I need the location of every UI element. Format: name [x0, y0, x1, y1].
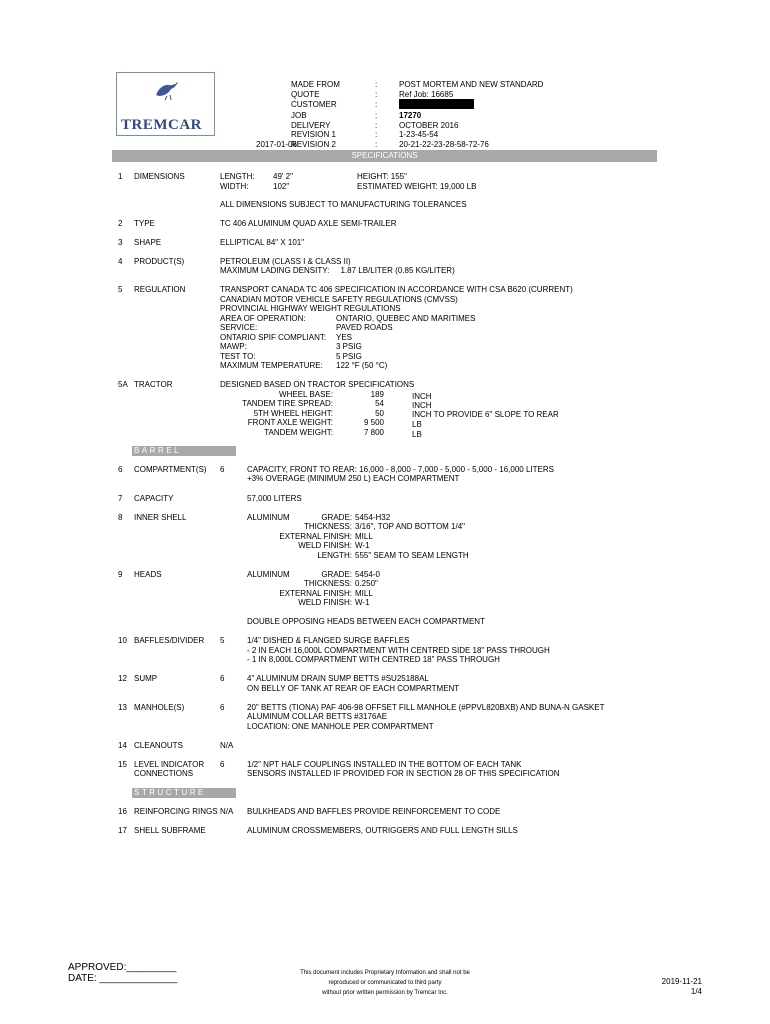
type-value: TC 406 ALUMINUM QUAD AXLE SEMI-TRAILER [220, 219, 397, 228]
proprietary-notice [270, 968, 500, 998]
header-value-delivery: OCTOBER 2016 [399, 121, 459, 130]
baffles-count: 5 [220, 636, 225, 645]
heads-key: GRADE: [321, 570, 352, 579]
products-line: PETROLEUM (CLASS I & CLASS II) [220, 257, 351, 266]
header-colon: : [375, 90, 378, 99]
item-title-reinforcing-rings: REINFORCING RINGS [134, 807, 218, 816]
tractor-value: 7 800 [363, 428, 384, 437]
header-value-made-from: POST MORTEM AND NEW STANDARD [399, 80, 544, 89]
sump-line: ON BELLY OF TANK AT REAR OF EACH COMPARTMENT [247, 684, 460, 693]
header-colon: : [375, 130, 378, 139]
regulation-key: SERVICE: [220, 323, 258, 332]
level-line: 1/2" NPT HALF COUPLINGS INSTALLED IN THE BOTTOM OF EACH TANK [247, 760, 522, 769]
estimated-weight: ESTIMATED WEIGHT: 19,000 LB [357, 182, 477, 191]
regulation-key: AREA OF OPERATION: [220, 314, 306, 323]
header-colon: : [375, 80, 378, 89]
regulation-line: PROVINCIAL HIGHWAY WEIGHT REGULATIONS [220, 304, 401, 313]
manholes-line: ALUMINUM COLLAR BETTS #3176AE [247, 712, 388, 721]
tractor-value: 54 [375, 399, 384, 408]
manholes-line: 20" BETTS (TIONA) PAF 406-98 OFFSET FILL MANHOLE (#PPVL820BXB) AND BUNA-N GASKET [247, 703, 605, 712]
header-label-revision2: REVISION 2 [291, 140, 336, 149]
header-value-job: 17270 [399, 111, 422, 120]
manholes-line: LOCATION: ONE MANHOLE PER COMPARTMENT [247, 722, 434, 731]
regulation-key: MAXIMUM TEMPERATURE: [220, 361, 323, 370]
tractor-unit: INCH TO PROVIDE 6" SLOPE TO REAR [412, 410, 559, 419]
item-title-capacity: CAPACITY [134, 494, 174, 503]
tractor-value: 9 500 [363, 418, 384, 427]
header-label-job: JOB [291, 111, 307, 120]
page-number: 1/4 [690, 987, 702, 996]
regulation-key: ONTARIO SPIF COMPLIANT: [220, 333, 327, 342]
heads-value: MILL [355, 589, 373, 598]
tractor-key: TANDEM WEIGHT: [264, 428, 333, 437]
item-title-dimensions: DIMENSIONS [134, 172, 185, 181]
item-number: 12 [118, 674, 127, 683]
reinforcing-count: N/A [220, 807, 234, 816]
inner-shell-key: EXTERNAL FINISH: [279, 532, 352, 541]
item-number: 4 [118, 257, 123, 266]
compartment-line: +3% OVERAGE (MINIMUM 250 L) EACH COMPARTMENT [247, 474, 460, 483]
tractor-key: 5TH WHEEL HEIGHT: [253, 409, 333, 418]
heads-value: 5454-0 [355, 570, 380, 579]
regulation-key: MAWP: [220, 342, 247, 351]
notice-line: This document includes Proprietary Information and shall not be [300, 970, 470, 976]
customer-redaction [399, 99, 474, 109]
tractor-unit: LB [412, 420, 422, 429]
heads-value: W-1 [355, 598, 370, 607]
sump-count: 6 [220, 674, 225, 683]
baffles-line: 1/4" DISHED & FLANGED SURGE BAFFLES [247, 636, 410, 645]
item-title-inner-shell: INNER SHELL [134, 513, 187, 522]
heads-material: ALUMINUM [247, 570, 290, 579]
tractor-key: TANDEM TIRE SPREAD: [242, 399, 333, 408]
header-label-made-from: MADE FROM [291, 80, 340, 89]
item-title-shell-subframe: SHELL SUBFRAME [134, 826, 206, 835]
item-title-baffles: BAFFLES/DIVIDER [134, 636, 205, 645]
inner-shell-value: MILL [355, 532, 373, 541]
item-number: 9 [118, 570, 123, 579]
notice-line: without prior written permission by Tremcar Inc. [322, 990, 448, 996]
height-value: HEIGHT: 155" [357, 172, 407, 181]
width-value: 102" [273, 182, 290, 191]
item-number: 6 [118, 465, 123, 474]
tolerance-note: ALL DIMENSIONS SUBJECT TO MANUFACTURING TOLERANCES [220, 200, 467, 209]
item-title-connections: CONNECTIONS [134, 769, 194, 778]
tractor-unit: LB [412, 430, 422, 439]
item-number: 8 [118, 513, 123, 522]
item-title-products: PRODUCT(S) [134, 257, 185, 266]
heads-key: WELD FINISH: [298, 598, 352, 607]
tremcar-logo [116, 72, 215, 136]
item-number: 5 [118, 285, 123, 294]
regulation-value: 122 °F (50 °C) [336, 361, 388, 370]
header-colon: : [375, 121, 378, 130]
heads-key: THICKNESS: [303, 579, 352, 588]
header-label-quote: QUOTE [291, 90, 320, 99]
item-title-cleanouts: CLEANOUTS [134, 741, 183, 750]
regulation-value: 5 PSIG [336, 352, 362, 361]
tractor-unit: INCH [412, 401, 432, 410]
header-colon: : [375, 140, 378, 149]
heads-key: EXTERNAL FINISH: [279, 589, 352, 598]
tractor-value: 50 [375, 409, 384, 418]
item-number: 1 [118, 172, 123, 181]
heads-value: 0.250" [355, 579, 378, 588]
notice-line: reproduced or communicated to third party [328, 980, 442, 986]
item-title-level-indicator: LEVEL INDICATOR [134, 760, 205, 769]
inner-shell-key: GRADE: [321, 513, 352, 522]
item-number: 17 [118, 826, 127, 835]
item-title-manholes: MANHOLE(S) [134, 703, 185, 712]
item-number: 16 [118, 807, 127, 816]
inner-shell-key: LENGTH: [317, 551, 352, 560]
compartment-count: 6 [220, 465, 225, 474]
tractor-key: WHEEL BASE: [279, 390, 333, 399]
item-title-regulation: REGULATION [134, 285, 186, 294]
compartment-line: CAPACITY, FRONT TO REAR: 16,000 - 8,000 - 7,000 - 5,000 - 5,000 - 16,000 LITERS [247, 465, 554, 474]
header-colon: : [375, 100, 378, 109]
shape-value: ELLIPTICAL 84" X 101" [220, 238, 305, 247]
inner-shell-value: W-1 [355, 541, 370, 550]
cleanouts-value: N/A [220, 741, 234, 750]
bird-logo-icon [153, 79, 181, 101]
level-count: 6 [220, 760, 225, 769]
header-revision2-date: 2017-01-06 [256, 140, 297, 149]
regulation-value: PAVED ROADS [336, 323, 393, 332]
inner-shell-value: 555" SEAM TO SEAM LENGTH [355, 551, 469, 560]
inner-shell-key: THICKNESS: [303, 522, 352, 531]
inner-shell-value: 3/16", TOP AND BOTTOM 1/4" [355, 522, 466, 531]
regulation-value: YES [336, 333, 353, 342]
print-date: 2019-11-21 [661, 977, 702, 986]
item-title-heads: HEADS [134, 570, 162, 579]
tractor-unit: INCH [412, 392, 432, 401]
approved-field: APPROVED:_________ [68, 962, 177, 973]
inner-shell-value: 5454-H32 [355, 513, 391, 522]
item-number: 7 [118, 494, 123, 503]
level-line: SENSORS INSTALLED IF PROVIDED FOR IN SECTION 28 OF THIS SPECIFICATION [247, 769, 560, 778]
item-title-tractor: TRACTOR [134, 380, 173, 389]
width-label: WIDTH: [220, 182, 249, 191]
date-field: DATE: ______________ [68, 973, 178, 984]
header-colon: : [375, 111, 378, 120]
header-label-delivery: DELIVERY [291, 121, 331, 130]
header-value-revision2: 20-21-22-23-28-58-72-76 [399, 140, 489, 149]
item-number: 13 [118, 703, 127, 712]
item-title-type: TYPE [134, 219, 155, 228]
reinforcing-value: BULKHEADS AND BAFFLES PROVIDE REINFORCEMENT TO CODE [247, 807, 501, 816]
item-title-sump: SUMP [134, 674, 158, 683]
header-label-revision1: REVISION 1 [291, 130, 336, 139]
item-number: 2 [118, 219, 123, 228]
logo-wordmark: TREMCAR [121, 117, 202, 134]
length-label: LENGTH: [220, 172, 255, 181]
tractor-intro: DESIGNED BASED ON TRACTOR SPECIFICATIONS [220, 380, 415, 389]
heads-note: DOUBLE OPPOSING HEADS BETWEEN EACH COMPARTMENT [247, 617, 485, 626]
length-value: 49' 2" [273, 172, 293, 181]
header-value-quote: Ref Job: 16685 [399, 90, 454, 99]
item-title-shape: SHAPE [134, 238, 162, 247]
subframe-value: ALUMINUM CROSSMEMBERS, OUTRIGGERS AND FULL LENGTH SILLS [247, 826, 518, 835]
tractor-key: FRONT AXLE WEIGHT: [247, 418, 333, 427]
item-number: 10 [118, 636, 127, 645]
item-number: 5A [118, 380, 128, 389]
header-value-revision1: 1-23-45-54 [399, 130, 439, 139]
section-bar-structure: STRUCTURE [132, 788, 236, 798]
capacity-value: 57,000 LITERS [247, 494, 302, 503]
products-line: MAXIMUM LADING DENSITY: 1.87 LB/LITER (0.85 KG/LITER) [220, 266, 455, 275]
regulation-key: TEST TO: [220, 352, 256, 361]
regulation-line: CANADIAN MOTOR VEHICLE SAFETY REGULATIONS (CMVSS) [220, 295, 458, 304]
manholes-count: 6 [220, 703, 225, 712]
section-bar-barrel: BARREL [132, 446, 236, 456]
tractor-value: 189 [370, 390, 384, 399]
regulation-value: ONTARIO, QUEBEC AND MARITIMES [336, 314, 476, 323]
header-label-customer: CUSTOMER [291, 100, 337, 109]
baffles-line: - 1 IN 8,000L COMPARTMENT WITH CENTRED 18" PASS THROUGH [247, 655, 500, 664]
inner-shell-key: WELD FINISH: [298, 541, 352, 550]
baffles-line: - 2 IN EACH 16,000L COMPARTMENT WITH CENTRED SIDE 18" PASS THROUGH [247, 646, 550, 655]
regulation-line: TRANSPORT CANADA TC 406 SPECIFICATION IN ACCORDANCE WITH CSA B620 (CURRENT) [220, 285, 573, 294]
specifications-bar: SPECIFICATIONS [112, 150, 657, 162]
inner-shell-material: ALUMINUM [247, 513, 290, 522]
item-number: 15 [118, 760, 127, 769]
item-title-compartments: COMPARTMENT(S) [134, 465, 207, 474]
item-number: 14 [118, 741, 127, 750]
sump-line: 4" ALUMINUM DRAIN SUMP BETTS #SU25188AL [247, 674, 429, 683]
item-number: 3 [118, 238, 123, 247]
regulation-value: 3 PSIG [336, 342, 362, 351]
